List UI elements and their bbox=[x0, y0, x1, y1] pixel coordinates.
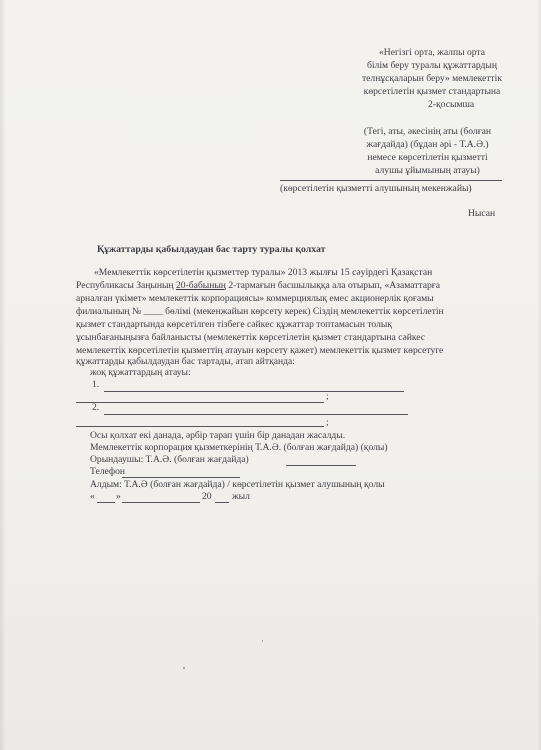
scan-speck bbox=[262, 640, 263, 642]
header-line-2: білім беру туралы құжаттардың bbox=[367, 60, 497, 71]
scan-right-shadow bbox=[537, 0, 541, 750]
item-1-end: ; bbox=[326, 391, 329, 402]
body-line-1: «Мемлекеттік көрсетілетін қызметтер туралы» 2013 жылғы 15 сәуірдегі Қазақстан bbox=[94, 267, 433, 278]
recipient-line-2: жағдайда) (бұдан әрі - Т.А.Ә.) bbox=[366, 139, 489, 150]
recipient-line-3: немесе көрсетілетін қызметті bbox=[367, 152, 488, 163]
body-line-7: мемлекеттік көрсетілетін қызметтің атауын көрсету қажет) мемлекеттік қызмет көрсетуге bbox=[76, 345, 444, 356]
body-line-2 bbox=[76, 280, 440, 293]
received-line: Алдым: Т.А.Ә (болған жағдайда) / көрсетілетін қызмет алушының қолы bbox=[90, 479, 385, 490]
body-line-5: қызмет стандартында көрсетілген тізбеге сәйкес құжаттар топтамасын толық bbox=[76, 319, 392, 330]
date-year-prefix: 20 bbox=[202, 491, 212, 502]
date-close-quote: » bbox=[116, 491, 121, 502]
item-1-line-b bbox=[76, 402, 324, 403]
recipient-line-4: алушы ұйымының атауы) bbox=[375, 165, 480, 176]
item-2-number: 2. bbox=[92, 402, 100, 413]
scan-edge-shadow bbox=[0, 0, 6, 750]
date-year-line bbox=[215, 502, 229, 503]
scan-speck bbox=[183, 667, 185, 669]
body-line-2-c: 2-тармағын басшылыққа ала отырып, «Азаматтарға bbox=[225, 280, 440, 291]
header-line-3: телнұсқаларын беру» мемлекеттік bbox=[361, 73, 502, 84]
executor-label: Орындаушы: Т.А.Ә. (болған жағдайда) bbox=[90, 454, 249, 465]
document-title: Құжаттарды қабылдаудан бас тарту туралы қолхат bbox=[97, 244, 326, 255]
date-year-suffix: жыл bbox=[232, 491, 250, 502]
form-label: Нысан bbox=[468, 208, 496, 219]
item-1-line-a bbox=[104, 391, 404, 392]
body-line-4: филиалының № ____ бөлімі (мекенжайын көрсету керек) Сіздің мемлекеттік көрсетілетін bbox=[76, 306, 444, 317]
executor-line bbox=[286, 465, 356, 466]
item-2-end: ; bbox=[326, 417, 329, 428]
employee-signature-line: Мемлекеттік корпорация қызметкерінің Т.А.Ә. (болған жағдайда) (қолы) bbox=[90, 442, 388, 453]
body-line-8: құжаттарды қабылдаудан бас тартады, атап айтқанда: bbox=[76, 356, 295, 367]
body-line-6: ұсынбағаныңызға байланысты (мемлекеттік көрсетілетін қызмет стандартына сәйкес bbox=[76, 332, 426, 343]
date-month-line bbox=[122, 502, 200, 503]
address-line bbox=[280, 180, 502, 181]
item-2-line-b bbox=[76, 426, 324, 427]
address-caption: (көрсетілетін қызметті алушының мекенжайы) bbox=[280, 183, 472, 194]
date-day-line bbox=[97, 502, 115, 503]
law-article-link: 20-бабының bbox=[175, 280, 226, 291]
recipient-line-1: (Тегі, аты, әкесінің аты (болған bbox=[363, 126, 492, 137]
phone-label: Телефон bbox=[90, 466, 126, 477]
copies-note: Осы қолхат екі данада, әрбір тарап үшін бір данадан жасалды. bbox=[90, 430, 346, 441]
header-line-1: «Негізгі орта, жалпы орта bbox=[379, 47, 485, 58]
phone-line bbox=[122, 477, 240, 478]
header-line-5: 2-қосымша bbox=[428, 99, 475, 110]
item-1-number: 1. bbox=[92, 379, 100, 390]
date-open-quote: « bbox=[90, 491, 95, 502]
missing-docs-label: жоқ құжаттардың атауы: bbox=[90, 367, 191, 378]
item-2-line-a bbox=[104, 414, 408, 415]
body-line-3: арналған үкімет» мемлекеттік корпорациясы» коммерциялық емес акционерлік қоғамы bbox=[76, 293, 434, 304]
header-line-4: көрсетілетін қызмет стандартына bbox=[363, 86, 501, 97]
body-line-2-a: Республикасы Заңының bbox=[76, 280, 176, 291]
